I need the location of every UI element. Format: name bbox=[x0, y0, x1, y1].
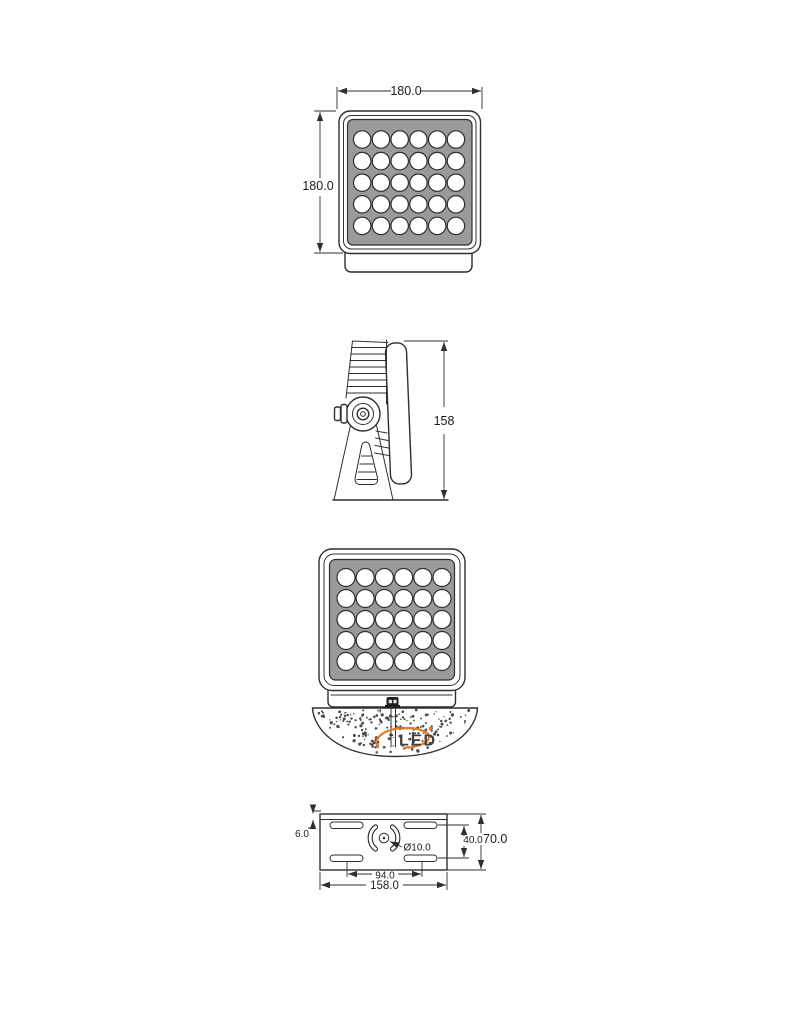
stipple-dot bbox=[353, 734, 356, 737]
adjustment-knob bbox=[335, 407, 341, 421]
stipple-dot bbox=[359, 724, 362, 727]
stipple-dot bbox=[446, 735, 448, 737]
stipple-dot bbox=[322, 712, 324, 714]
led-lens bbox=[375, 569, 393, 587]
stipple-dot bbox=[329, 727, 331, 729]
stipple-dot bbox=[338, 726, 340, 728]
stipple-dot bbox=[385, 718, 386, 719]
stipple-dot bbox=[348, 720, 350, 722]
stipple-dot bbox=[392, 745, 394, 747]
led-lens bbox=[337, 632, 355, 650]
stipple-dot bbox=[329, 719, 330, 720]
stipple-dot bbox=[388, 737, 391, 740]
view-front-mounted bbox=[313, 549, 478, 757]
stipple-dot bbox=[453, 732, 454, 733]
stipple-dot bbox=[360, 742, 362, 744]
dimension-width bbox=[337, 84, 482, 109]
led-lens bbox=[354, 196, 371, 213]
stipple-dot bbox=[379, 718, 381, 720]
led-lens bbox=[391, 152, 408, 169]
dimension-flange bbox=[295, 806, 321, 840]
led-lens bbox=[410, 152, 427, 169]
stipple-dot bbox=[379, 710, 380, 711]
stipple-dot bbox=[365, 728, 367, 730]
stipple-dot bbox=[410, 722, 412, 724]
dim-label-slot-spacing: 40.0 bbox=[463, 835, 483, 846]
stipple-dot bbox=[340, 714, 342, 716]
stipple-dot bbox=[464, 720, 466, 722]
led-lens bbox=[433, 632, 451, 650]
stipple-dot bbox=[361, 729, 363, 731]
led-lens bbox=[372, 196, 389, 213]
led-lens bbox=[433, 653, 451, 671]
led-lens bbox=[391, 217, 408, 234]
stipple-dot bbox=[386, 727, 388, 729]
led-lens bbox=[414, 653, 432, 671]
stipple-dot bbox=[449, 722, 451, 724]
stipple-dot bbox=[420, 726, 422, 728]
led-lens bbox=[375, 611, 393, 629]
stipple-dot bbox=[344, 715, 346, 717]
stipple-dot bbox=[361, 722, 364, 725]
led-lens bbox=[372, 217, 389, 234]
stipple-dot bbox=[362, 709, 364, 711]
stipple-dot bbox=[342, 736, 344, 738]
led-lens bbox=[429, 152, 446, 169]
stipple-dot bbox=[362, 736, 363, 737]
led-lens bbox=[429, 131, 446, 148]
dimension-height bbox=[302, 111, 343, 253]
led-lens bbox=[372, 174, 389, 191]
lower-fins bbox=[375, 431, 390, 456]
led-lens bbox=[433, 590, 451, 608]
led-lens bbox=[414, 611, 432, 629]
stipple-dot bbox=[464, 722, 466, 724]
stipple-dot bbox=[416, 749, 419, 752]
dim-label-hole: Ø10.0 bbox=[403, 842, 431, 854]
stipple-dot bbox=[439, 741, 440, 742]
stipple-dot bbox=[402, 710, 405, 713]
stipple-dot bbox=[370, 721, 372, 723]
stipple-dot bbox=[425, 722, 427, 724]
led-lens bbox=[372, 131, 389, 148]
stipple-dot bbox=[449, 711, 451, 713]
led-lens bbox=[395, 653, 413, 671]
led-lens bbox=[354, 152, 371, 169]
led-lens bbox=[447, 152, 464, 169]
stipple-dot bbox=[336, 721, 337, 722]
led-lens bbox=[337, 590, 355, 608]
led-lens bbox=[356, 611, 374, 629]
stipple-dot bbox=[353, 739, 356, 742]
stand-cutout bbox=[355, 442, 378, 485]
stipple-dot bbox=[410, 716, 412, 718]
led-lens bbox=[410, 131, 427, 148]
view-front bbox=[302, 84, 482, 272]
dim-label-side-height: 158 bbox=[433, 414, 455, 428]
stipple-dot bbox=[437, 728, 439, 730]
led-lens bbox=[395, 590, 413, 608]
stipple-dot bbox=[375, 751, 377, 753]
dim-label-plate-width: 158.0 bbox=[370, 880, 399, 892]
view-side bbox=[333, 340, 454, 500]
stipple-dot bbox=[368, 734, 369, 735]
stipple-dot bbox=[439, 726, 440, 727]
stipple-dot bbox=[359, 717, 361, 719]
stipple-dot bbox=[355, 719, 357, 721]
stipple-dot bbox=[346, 714, 349, 717]
led-lens bbox=[414, 569, 432, 587]
stipple-dot bbox=[400, 718, 402, 720]
stipple-dot bbox=[440, 726, 442, 728]
stipple-dot bbox=[413, 720, 415, 722]
led-lens bbox=[337, 653, 355, 671]
stipple-dot bbox=[444, 720, 446, 722]
stipple-dot bbox=[378, 724, 379, 725]
led-lens bbox=[354, 174, 371, 191]
stipple-dot bbox=[412, 715, 415, 718]
led-lens bbox=[433, 611, 451, 629]
stipple-dot bbox=[392, 716, 394, 718]
stipple-dot bbox=[420, 718, 422, 720]
led-lens bbox=[375, 653, 393, 671]
dim-label-depth: 70.0 bbox=[483, 832, 508, 846]
stipple-dot bbox=[375, 714, 378, 717]
led-lens bbox=[391, 196, 408, 213]
led-lens bbox=[356, 569, 374, 587]
stipple-dot bbox=[370, 718, 372, 720]
dim-label-width: 180.0 bbox=[390, 84, 422, 98]
front-face-panel bbox=[385, 343, 412, 485]
stipple-dot bbox=[406, 720, 407, 721]
stipple-dot bbox=[339, 716, 341, 718]
stipple-dot bbox=[375, 727, 378, 730]
view-bracket-plan bbox=[295, 806, 507, 892]
led-lens bbox=[429, 217, 446, 234]
led-lens bbox=[410, 174, 427, 191]
stipple-dot bbox=[377, 710, 379, 712]
stipple-dot bbox=[363, 713, 364, 714]
led-lens bbox=[391, 131, 408, 148]
led-lens bbox=[391, 174, 408, 191]
stipple-dot bbox=[353, 713, 355, 715]
stipple-dot bbox=[343, 717, 346, 720]
led-lens bbox=[447, 196, 464, 213]
stipple-dot bbox=[354, 726, 356, 728]
led-lens bbox=[410, 196, 427, 213]
led-lens bbox=[395, 611, 413, 629]
stipple-dot bbox=[389, 751, 392, 754]
stipple-dot bbox=[346, 720, 348, 722]
stipple-dot bbox=[366, 717, 368, 719]
led-lens bbox=[414, 590, 432, 608]
led-lens bbox=[414, 632, 432, 650]
dim-label-height: 180.0 bbox=[302, 179, 334, 193]
led-lens bbox=[337, 569, 355, 587]
led-lens bbox=[433, 569, 451, 587]
led-lens bbox=[447, 131, 464, 148]
stipple-dot bbox=[365, 734, 368, 737]
led-lens bbox=[429, 196, 446, 213]
stipple-dot bbox=[381, 713, 384, 716]
mount-bolt bbox=[385, 697, 400, 708]
stipple-dot bbox=[345, 712, 347, 714]
dim-label-slot-span: 94.0 bbox=[375, 870, 395, 882]
stipple-dot bbox=[422, 725, 425, 728]
stipple-dot bbox=[433, 713, 435, 715]
stipple-dot bbox=[448, 718, 450, 720]
stipple-dot bbox=[363, 744, 365, 746]
logo-dot bbox=[429, 727, 432, 730]
stipple-dot bbox=[393, 737, 394, 738]
stipple-dot bbox=[465, 714, 467, 716]
stipple-dot bbox=[435, 711, 436, 712]
led-lens bbox=[447, 217, 464, 234]
stipple-dot bbox=[437, 734, 440, 737]
adjustment-knob bbox=[341, 405, 347, 424]
led-lens bbox=[375, 632, 393, 650]
stipple-dot bbox=[369, 743, 371, 745]
stipple-dot bbox=[347, 724, 349, 726]
stipple-dot bbox=[364, 731, 367, 734]
led-lens bbox=[356, 590, 374, 608]
stipple-dot bbox=[443, 716, 444, 717]
led-lens bbox=[337, 611, 355, 629]
led-lens bbox=[356, 653, 374, 671]
led-lens bbox=[354, 217, 371, 234]
pivot-hinge bbox=[335, 397, 381, 431]
led-lens bbox=[447, 174, 464, 191]
stipple-dot bbox=[383, 746, 386, 749]
stipple-dot bbox=[446, 724, 448, 726]
stipple-dot bbox=[330, 721, 333, 724]
stipple-dot bbox=[319, 712, 320, 713]
led-lens bbox=[429, 174, 446, 191]
stipple-dot bbox=[427, 714, 429, 716]
stipple-dot bbox=[449, 732, 452, 735]
center-hole-dot bbox=[383, 837, 386, 840]
dim-label-flange: 6.0 bbox=[295, 829, 309, 840]
stipple-dot bbox=[333, 723, 335, 725]
stipple-dot bbox=[438, 718, 439, 719]
led-lens bbox=[410, 217, 427, 234]
logo-text: LED bbox=[399, 732, 437, 750]
stipple-dot bbox=[364, 739, 365, 740]
stipple-dot bbox=[415, 709, 418, 712]
stipple-dot bbox=[398, 713, 400, 715]
led-lens bbox=[372, 152, 389, 169]
heatsink-fins bbox=[346, 340, 388, 404]
stipple-dot bbox=[402, 716, 404, 718]
stipple-dot bbox=[440, 720, 442, 722]
stipple-dot bbox=[335, 717, 338, 720]
stipple-dot bbox=[340, 719, 341, 720]
stipple-dot bbox=[467, 709, 470, 712]
stipple-dot bbox=[391, 734, 393, 736]
stipple-dot bbox=[441, 723, 444, 726]
stipple-dot bbox=[350, 714, 351, 715]
stipple-dot bbox=[387, 719, 389, 721]
led-lens bbox=[354, 131, 371, 148]
stipple-dot bbox=[460, 716, 462, 718]
stipple-dot bbox=[373, 716, 376, 719]
led-lens bbox=[375, 590, 393, 608]
stipple-dot bbox=[338, 711, 341, 714]
stipple-dot bbox=[403, 718, 405, 720]
stipple-dot bbox=[350, 717, 352, 719]
stipple-dot bbox=[413, 729, 414, 730]
stipple-dot bbox=[451, 713, 454, 716]
stipple-dot bbox=[358, 735, 360, 737]
led-lens bbox=[395, 569, 413, 587]
led-lens bbox=[395, 632, 413, 650]
stipple-dot bbox=[322, 715, 325, 718]
led-lens bbox=[356, 632, 374, 650]
